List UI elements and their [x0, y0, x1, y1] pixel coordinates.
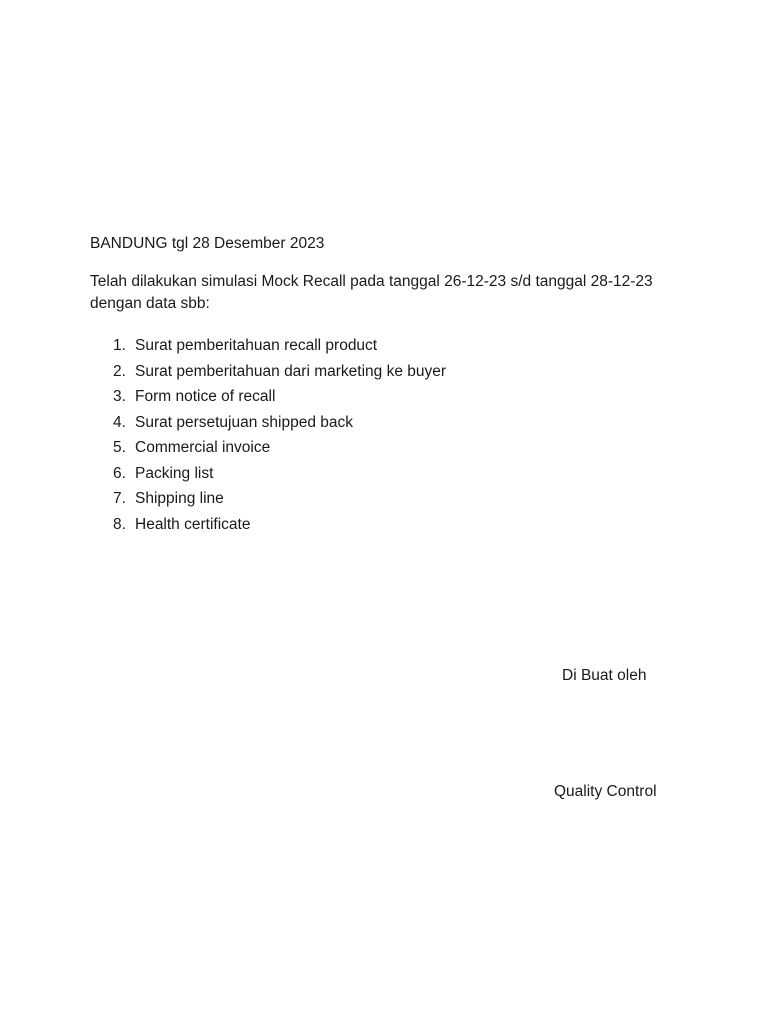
intro-line: dengan data sbb: [90, 295, 210, 312]
list-item-text: Packing list [135, 464, 214, 482]
list-item-text: Shipping line [135, 490, 224, 507]
list-item-number: 6. [113, 464, 126, 482]
document-list [90, 333, 446, 537]
list-item [90, 461, 446, 487]
intro-paragraph [90, 271, 690, 315]
list-item [90, 512, 446, 538]
list-item [90, 435, 446, 461]
list-item-number: 8. [113, 515, 126, 533]
list-item-text: Surat persetujuan shipped back [135, 413, 354, 431]
date-line: BANDUNG tgl 28 Desember 2023 [90, 235, 325, 252]
list-item [90, 384, 446, 410]
list-item [90, 333, 446, 359]
list-item-number: 1. [113, 337, 126, 354]
signed-by-label: Di Buat oleh [562, 667, 647, 684]
list-item-text: Surat pemberitahuan dari marketing ke buyer [135, 362, 447, 380]
list-item-number: 7. [113, 490, 126, 507]
list-item-text: Health certificate [135, 515, 251, 533]
signer-name: Quality Control [554, 783, 657, 800]
list-item [90, 486, 446, 512]
list-item-number: 5. [113, 439, 126, 456]
intro-line: Telah dilakukan simulasi Mock Recall pada tanggal 26-12-23 s/d tanggal 28-12-23 [90, 273, 653, 290]
list-item-number: 4. [113, 413, 126, 431]
list-item-number: 3. [113, 388, 126, 405]
list-item [90, 410, 446, 436]
list-item-text: Form notice of recall [135, 388, 276, 405]
list-item-text: Commercial invoice [135, 439, 271, 456]
list-item-text: Surat pemberitahuan recall product [135, 337, 378, 354]
list-item-number: 2. [113, 362, 126, 380]
list-item [90, 359, 446, 385]
